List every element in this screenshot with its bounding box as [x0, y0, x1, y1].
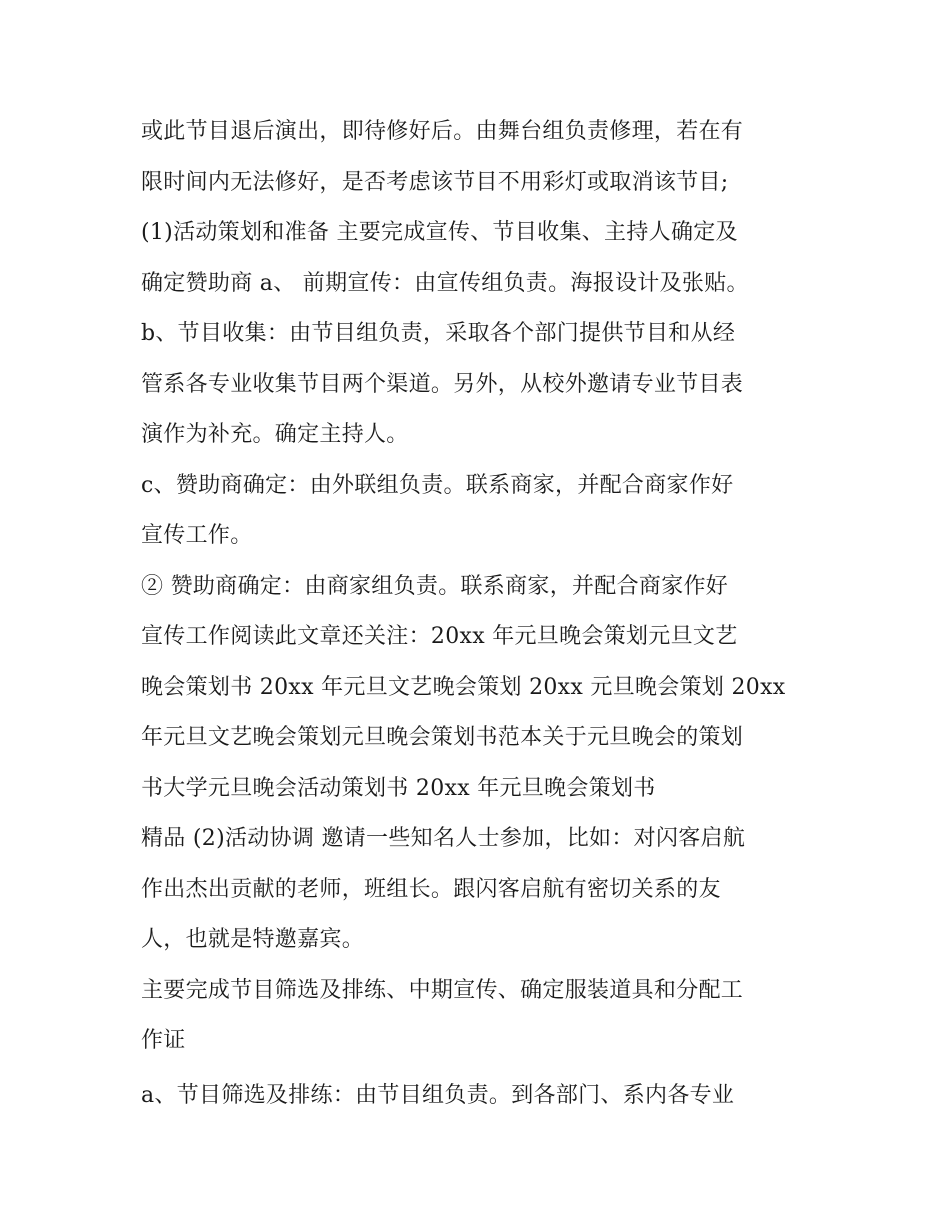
text-line: 确定赞助商 a、 前期宣传：由宣传组负责。海报设计及张贴。	[141, 270, 749, 296]
text-line: 或此节目退后演出，即待修好后。由舞台组负责修理，若在有	[141, 119, 744, 144]
text-line: (1)活动策划和准备 主要完成宣传、节目收集、主持人确定及	[141, 220, 738, 245]
text-line: a、节目筛选及排练：由节目组负责。到各部门、系内各专业	[141, 1082, 735, 1108]
document-body	[141, 107, 831, 1121]
text-line: 演作为补充。确定主持人。	[141, 422, 409, 447]
text-line: 作证	[141, 1028, 186, 1053]
text-line: 精品 (2)活动协调 邀请一些知名人士参加，比如：对闪客启航	[141, 826, 746, 851]
text-line: ② 赞助商确定：由商家组负责。联系商家，并配合商家作好	[141, 573, 729, 599]
text-line: 人，也就是特邀嘉宾。	[141, 927, 365, 952]
text-line: 主要完成节目筛选及排练、中期宣传、确定服装道具和分配工	[141, 977, 744, 1003]
text-line: 限时间内无法修好，是否考虑该节目不用彩灯或取消该节目;	[141, 169, 729, 195]
text-line: 管系各专业收集节目两个渠道。另外，从校外邀请专业节目表	[141, 371, 744, 397]
text-line: 年元旦文艺晚会策划元旦晚会策划书范本关于元旦晚会的策划	[141, 725, 744, 750]
text-line: b、节目收集：由节目组负责，采取各个部门提供节目和从经	[141, 321, 736, 346]
text-line: 书大学元旦晚会活动策划书 20xx 年元旦晚会策划书	[141, 775, 656, 801]
text-line: 宣传工作。	[141, 523, 253, 548]
text-line: 晚会策划书 20xx 年元旦文艺晚会策划 20xx 元旦晚会策划 20xx	[141, 674, 786, 700]
text-line: 作出杰出贡献的老师，班组长。跟闪客启航有密切关系的友	[141, 876, 721, 902]
text-line: 宣传工作阅读此文章还关注：20xx 年元旦晚会策划元旦文艺	[141, 624, 738, 649]
text-line: c、赞助商确定：由外联组负责。联系商家，并配合商家作好	[141, 472, 734, 498]
